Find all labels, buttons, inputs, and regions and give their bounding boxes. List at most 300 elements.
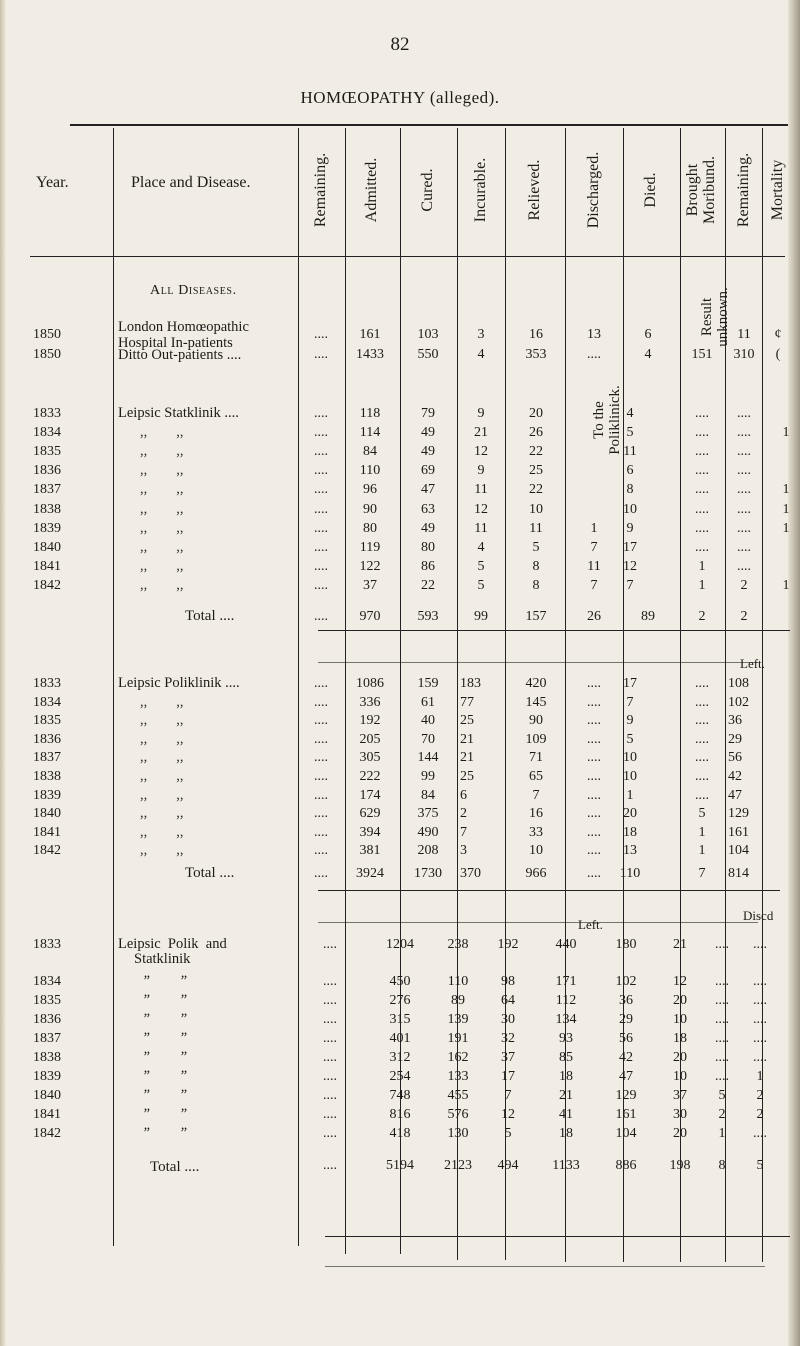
year-cell: 1838 — [33, 501, 61, 517]
ditto-cell: ,, ,, — [140, 576, 184, 593]
place-cell: Leipsic Statklinik .... — [118, 405, 239, 421]
year-cell: 1836 — [33, 463, 61, 479]
relieved-cell: 21 — [559, 1088, 573, 1103]
died-cell: 20 — [673, 1126, 687, 1141]
year-cell: 1837 — [33, 482, 61, 498]
ditto-cell: ,, ,, — [140, 768, 184, 784]
incurable-cell: 5 — [477, 558, 485, 574]
died-cell: 1 — [626, 787, 634, 803]
cured-cell: 162 — [447, 1050, 469, 1065]
incurable-cell: 98 — [501, 974, 515, 989]
year-cell: 1837 — [33, 750, 61, 766]
remaining-cell: .... — [323, 1126, 337, 1141]
incurable-cell: 2 — [460, 806, 467, 822]
died-cell: 17 — [623, 676, 637, 691]
remaining-cell: .... — [323, 1012, 337, 1027]
left-cell: 129 — [615, 1088, 637, 1103]
admitted-cell: 315 — [389, 1012, 411, 1027]
admitted-cell: 254 — [389, 1069, 411, 1084]
remaining-cell: .... — [323, 1107, 337, 1122]
cured-cell: 139 — [447, 1012, 469, 1027]
remaining-cell: .... — [314, 676, 328, 691]
cured-cell: 63 — [421, 501, 435, 517]
ditto-cell: ” ” — [142, 1011, 188, 1027]
brought-cell: .... — [695, 731, 709, 747]
remaining-cell: .... — [314, 769, 328, 784]
left-cell: 56 — [619, 1031, 633, 1046]
relieved-cell: 112 — [555, 993, 577, 1008]
discharged-cell: 13 — [587, 327, 601, 342]
brought-cell: .... — [695, 750, 709, 766]
admitted-cell: 401 — [389, 1031, 411, 1046]
cured-cell: 40 — [421, 713, 435, 729]
left-cell: 104 — [615, 1126, 637, 1141]
relieved-cell: 26 — [529, 425, 543, 441]
ditto-cell: ,, ,, — [140, 500, 184, 517]
ditto-cell: ” ” — [142, 1106, 188, 1122]
cured-cell: 22 — [421, 577, 435, 593]
admitted-cell: 1204 — [386, 937, 414, 952]
section-rule — [318, 662, 758, 663]
ditto-cell: ,, ,, — [140, 712, 184, 729]
admitted-cell: 118 — [359, 406, 381, 421]
year-cell: 1836 — [33, 1012, 61, 1027]
relieved-cell: 16 — [529, 806, 543, 822]
remaining-cell: .... — [314, 406, 328, 421]
discd-cell: .... — [753, 1050, 767, 1065]
died-cell: 5 — [626, 425, 634, 441]
admitted-cell: 192 — [359, 713, 381, 729]
cured-cell: 208 — [417, 843, 439, 859]
admitted-cell: 161 — [359, 327, 381, 342]
ditto-cell: ,, ,, — [140, 730, 184, 747]
admitted-cell: 37 — [363, 577, 377, 593]
incurable-cell: 77 — [460, 694, 474, 710]
incurable-cell: 25 — [460, 769, 474, 784]
admitted-cell: 90 — [363, 501, 377, 517]
brought-cell: 1 — [718, 1126, 726, 1141]
header-mortality: Mortality — [769, 159, 786, 221]
admitted-cell: 1086 — [356, 676, 384, 691]
place-cell: London Homœopathic Hospital In-patients — [118, 319, 249, 351]
header-place: Place and Disease. — [131, 174, 251, 191]
incurable-cell: 11 — [474, 482, 488, 498]
cured-cell: 49 — [421, 425, 435, 441]
remaining2-cell: 47 — [728, 787, 742, 803]
page-edge-right — [788, 0, 800, 1346]
left-label-combined: Left. — [578, 917, 603, 932]
remaining2-cell: 310 — [733, 347, 755, 362]
remaining2-cell: 42 — [728, 769, 742, 784]
year-cell: 1850 — [33, 327, 61, 342]
year-cell: 1835 — [33, 713, 61, 729]
relieved-cell: 353 — [525, 347, 547, 362]
year-cell: 1833 — [33, 676, 61, 691]
incurable-cell: 6 — [460, 787, 467, 803]
cured-cell: 191 — [447, 1031, 469, 1046]
ditto-cell: ” ” — [142, 1049, 188, 1065]
year-cell: 1834 — [33, 425, 61, 441]
brought-cell: .... — [695, 694, 709, 710]
total-cured: 2123 — [444, 1158, 472, 1173]
brought-cell: .... — [695, 539, 709, 555]
year-cell: 1838 — [33, 1050, 61, 1065]
admitted-cell: 305 — [359, 750, 381, 766]
died-cell: 5 — [626, 731, 634, 747]
relieved-cell: 440 — [555, 937, 577, 952]
incurable-cell: 21 — [474, 425, 488, 441]
remaining-cell: .... — [314, 750, 328, 766]
ditto-cell: ” ” — [142, 1030, 188, 1046]
mortality-cell: 1 — [782, 520, 790, 536]
incurable-cell: 3 — [477, 327, 485, 342]
remaining2-cell: .... — [737, 425, 751, 441]
ditto-cell: ,, ,, — [140, 519, 184, 536]
remaining-cell: .... — [314, 539, 328, 555]
year-cell: 1842 — [33, 843, 61, 859]
brought-cell: .... — [695, 713, 709, 729]
relieved-cell: 109 — [525, 731, 547, 747]
relieved-cell: 71 — [529, 750, 543, 766]
year-cell: 1834 — [33, 694, 61, 710]
discd-cell: .... — [753, 1012, 767, 1027]
died-cell: 13 — [623, 843, 637, 859]
remaining2-cell: .... — [737, 482, 751, 498]
page-number: 82 — [390, 34, 410, 55]
relieved-cell: 85 — [559, 1050, 573, 1065]
total-label: Total .... — [150, 1159, 200, 1175]
discharged-cell: .... — [587, 713, 601, 729]
admitted-cell: 174 — [359, 787, 381, 803]
relieved-cell: 8 — [532, 558, 540, 574]
total-rule — [318, 890, 780, 891]
cured-cell: 47 — [421, 482, 435, 498]
left-cell: 47 — [619, 1069, 633, 1084]
ditto-cell: ,, ,, — [140, 443, 184, 460]
brought-cell: .... — [715, 937, 729, 952]
incurable-cell: 17 — [501, 1069, 515, 1084]
mortality-cell: 1 — [782, 482, 790, 498]
admitted-cell: 394 — [359, 824, 381, 840]
total-discd: 5 — [756, 1158, 764, 1173]
result-unknown-label: Result unknown. — [699, 287, 731, 347]
relieved-cell: 8 — [532, 577, 540, 593]
total-remaining: .... — [314, 609, 328, 624]
incurable-cell: 192 — [497, 937, 519, 952]
ditto-cell: ,, ,, — [140, 693, 184, 710]
died-cell: 18 — [623, 824, 637, 840]
header-brought-moribund: Brought Moribund. — [684, 156, 718, 224]
remaining-cell: .... — [323, 993, 337, 1008]
cured-cell: 133 — [447, 1069, 469, 1084]
relieved-cell: 93 — [559, 1031, 573, 1046]
mortality-cell: 1 — [782, 577, 790, 593]
ditto-cell: ,, ,, — [140, 805, 184, 822]
header-relieved: Relieved. — [526, 159, 543, 221]
place-cell: Leipsic Polik and — [118, 936, 227, 952]
relieved-cell: 25 — [529, 463, 543, 479]
cured-cell: 80 — [421, 539, 435, 555]
discharged-cell: .... — [587, 694, 601, 710]
ditto-cell: ,, ,, — [140, 749, 184, 766]
year-cell: 1839 — [33, 787, 61, 803]
total-incurable: 370 — [460, 866, 481, 881]
brought-cell: .... — [695, 769, 709, 784]
discharged-cell: .... — [587, 787, 601, 803]
discharged-cell: .... — [587, 676, 601, 691]
incurable-cell: 7 — [460, 824, 467, 840]
incurable-cell: 5 — [504, 1126, 512, 1141]
discharged-cell: .... — [587, 806, 601, 822]
year-cell: 1836 — [33, 731, 61, 747]
remaining-cell: .... — [323, 1031, 337, 1046]
died-cell: 18 — [673, 1031, 687, 1046]
discharged-cell: 7 — [590, 577, 598, 593]
died-cell: 20 — [623, 806, 637, 822]
header-discharged: Discharged. — [585, 151, 602, 229]
incurable-cell: 11 — [474, 520, 488, 536]
remaining-cell: .... — [314, 558, 328, 574]
total-discharged: .... — [587, 866, 601, 881]
died-cell: 10 — [623, 750, 637, 766]
admitted-cell: 205 — [359, 731, 381, 747]
remaining2-cell: 56 — [728, 750, 742, 766]
header-incurable: Incurable. — [472, 157, 489, 223]
page-edge-left — [0, 0, 6, 1346]
header-remaining: Remaining. — [312, 152, 329, 228]
remaining-cell: .... — [314, 713, 328, 729]
brought-cell: 1 — [698, 577, 706, 593]
remaining-cell: .... — [314, 501, 328, 517]
incurable-cell: 3 — [460, 843, 467, 859]
brought-cell: 151 — [691, 347, 713, 362]
column-rule — [113, 128, 114, 1246]
remaining2-cell: 29 — [728, 731, 742, 747]
incurable-cell: 30 — [501, 1012, 515, 1027]
relieved-cell: 90 — [529, 713, 543, 729]
brought-cell: 2 — [718, 1107, 726, 1122]
brought-cell: .... — [715, 1012, 729, 1027]
remaining2-cell: .... — [737, 558, 751, 574]
admitted-cell: 110 — [359, 463, 381, 479]
died-cell: 10 — [623, 769, 637, 784]
remaining-cell: .... — [323, 1050, 337, 1065]
relieved-cell: 5 — [532, 539, 540, 555]
incurable-cell: 32 — [501, 1031, 515, 1046]
total-brought: 8 — [718, 1158, 726, 1173]
cured-cell: 110 — [447, 974, 469, 989]
relieved-cell: 65 — [529, 769, 543, 784]
remaining2-cell: 108 — [728, 676, 749, 691]
total-rule — [318, 630, 790, 631]
remaining2-cell: 102 — [728, 694, 749, 710]
relieved-cell: 420 — [525, 676, 547, 691]
discd-cell: .... — [753, 937, 767, 952]
cured-cell: 144 — [417, 750, 439, 766]
remaining-cell: .... — [323, 937, 337, 952]
incurable-cell: 21 — [460, 731, 474, 747]
relieved-cell: 20 — [529, 406, 543, 421]
ditto-cell: ” ” — [142, 1087, 188, 1103]
relieved-cell: 171 — [555, 974, 577, 989]
total-incurable: 494 — [497, 1158, 519, 1173]
ditto-cell: ,, ,, — [140, 786, 184, 803]
remaining-cell: .... — [323, 1069, 337, 1084]
cured-cell: 79 — [421, 406, 435, 421]
total-incurable: 99 — [474, 609, 488, 624]
remaining2-cell: .... — [737, 520, 751, 536]
ditto-cell: ” ” — [142, 973, 188, 989]
incurable-cell: 9 — [477, 406, 485, 421]
section-heading-all-diseases: All Diseases. — [150, 283, 237, 298]
year-cell: 1840 — [33, 539, 61, 555]
admitted-cell: 114 — [359, 425, 381, 441]
year-cell: 1841 — [33, 1107, 61, 1122]
ditto-cell: ,, ,, — [140, 557, 184, 574]
cured-cell: 455 — [447, 1088, 469, 1103]
died-cell: 8 — [626, 482, 634, 498]
total-relieved: 966 — [525, 866, 547, 881]
brought-cell: .... — [695, 425, 709, 441]
cured-cell: 490 — [417, 824, 439, 840]
cured-cell: 130 — [447, 1126, 469, 1141]
remaining2-cell: .... — [737, 444, 751, 460]
died-cell: 10 — [673, 1012, 687, 1027]
total-died: 110 — [619, 866, 641, 881]
remaining2-cell: 11 — [737, 327, 751, 342]
total-relieved: 157 — [525, 609, 547, 624]
remaining2-cell: .... — [737, 539, 751, 555]
total-cured: 1730 — [414, 866, 442, 881]
relieved-cell: 16 — [529, 327, 543, 342]
brought-cell: .... — [695, 444, 709, 460]
cured-cell: 238 — [447, 937, 469, 952]
discharged-cell: .... — [587, 769, 601, 784]
died-cell: 10 — [673, 1069, 687, 1084]
section-rule — [325, 1266, 765, 1267]
relieved-cell: 22 — [529, 482, 543, 498]
total-died: 89 — [641, 609, 655, 624]
ditto-cell: ,, ,, — [140, 538, 184, 555]
remaining-cell: .... — [314, 731, 328, 747]
discd-cell: .... — [753, 993, 767, 1008]
died-cell: 10 — [623, 501, 637, 517]
brought-cell: 5 — [718, 1088, 726, 1103]
remaining-cell: .... — [314, 806, 328, 822]
ditto-cell: ,, ,, — [140, 842, 184, 859]
left-cell: 102 — [615, 974, 637, 989]
discharged-cell: 1 — [590, 520, 598, 536]
left-cell: 42 — [619, 1050, 633, 1065]
discd-cell: 2 — [756, 1088, 764, 1103]
relieved-cell: 18 — [559, 1069, 573, 1084]
relieved-cell: 18 — [559, 1126, 573, 1141]
total-admitted: 3924 — [356, 866, 384, 881]
brought-cell: 5 — [698, 806, 706, 822]
column-rule — [345, 128, 346, 1254]
cured-cell: 103 — [417, 327, 439, 342]
header-year: Year. — [36, 174, 69, 191]
discharged-cell: .... — [587, 824, 601, 840]
year-cell: 1833 — [33, 406, 61, 421]
brought-cell: .... — [695, 676, 709, 691]
incurable-cell: 37 — [501, 1050, 515, 1065]
total-admitted: 5194 — [386, 1158, 414, 1173]
incurable-cell: 7 — [504, 1088, 512, 1103]
admitted-cell: 84 — [363, 444, 377, 460]
died-cell: 4 — [626, 406, 634, 421]
incurable-cell: 12 — [501, 1107, 515, 1122]
relieved-cell: 145 — [525, 694, 547, 710]
discharged-cell: 11 — [587, 558, 601, 574]
discd-cell: 1 — [756, 1069, 764, 1084]
year-cell: 1835 — [33, 993, 61, 1008]
brought-cell: .... — [715, 1031, 729, 1046]
died-cell: 9 — [626, 713, 634, 729]
brought-cell: .... — [695, 520, 709, 536]
died-cell: 37 — [673, 1088, 687, 1103]
remaining-cell: .... — [314, 444, 328, 460]
admitted-cell: 276 — [389, 993, 411, 1008]
cured-cell: 576 — [447, 1107, 469, 1122]
discd-cell: .... — [753, 974, 767, 989]
remaining-cell: .... — [314, 577, 328, 593]
total-died: 198 — [669, 1158, 691, 1173]
header-cured: Cured. — [419, 168, 436, 212]
total-cured: 593 — [417, 609, 439, 624]
admitted-cell: 418 — [389, 1126, 411, 1141]
discharged-cell: .... — [587, 843, 601, 859]
year-cell: 1841 — [33, 824, 61, 840]
remaining-cell: .... — [323, 974, 337, 989]
left-cell: 180 — [615, 937, 637, 952]
remaining2-cell: 161 — [728, 824, 749, 840]
incurable-cell: 183 — [460, 676, 481, 691]
remaining2-cell: 104 — [728, 843, 749, 859]
died-cell: 12 — [673, 974, 687, 989]
relieved-cell: 10 — [529, 501, 543, 517]
remaining2-cell: .... — [737, 463, 751, 479]
incurable-cell: 5 — [477, 577, 485, 593]
left-label-poliklinik: Left. — [740, 656, 765, 671]
admitted-cell: 336 — [359, 694, 381, 710]
discd-cell: 2 — [756, 1107, 764, 1122]
incurable-cell: 64 — [501, 993, 515, 1008]
mortality-cell: 1 — [782, 425, 790, 441]
relieved-cell: 33 — [529, 824, 543, 840]
ditto-cell: ,, ,, — [140, 424, 184, 441]
incurable-cell: 4 — [477, 539, 485, 555]
relieved-cell: 134 — [555, 1012, 577, 1027]
total-label: Total .... — [185, 865, 235, 881]
remaining-cell: .... — [314, 347, 328, 362]
brought-cell: .... — [695, 406, 709, 421]
year-cell: 1839 — [33, 1069, 61, 1084]
admitted-cell: 816 — [389, 1107, 411, 1122]
died-cell: 11 — [623, 444, 637, 460]
left-cell: 161 — [615, 1107, 637, 1122]
brought-cell: .... — [715, 1050, 729, 1065]
ditto-cell: ” ” — [142, 992, 188, 1008]
page-title: HOMŒOPATHY (alleged). — [300, 88, 500, 107]
remaining-cell: .... — [314, 787, 328, 803]
incurable-cell: 12 — [474, 501, 488, 517]
incurable-cell: 4 — [477, 347, 485, 362]
total-left: 886 — [615, 1158, 637, 1173]
mortality-cell: 1 — [782, 501, 790, 517]
ditto-cell: ,, ,, — [140, 823, 184, 840]
brought-cell: 1 — [698, 843, 706, 859]
